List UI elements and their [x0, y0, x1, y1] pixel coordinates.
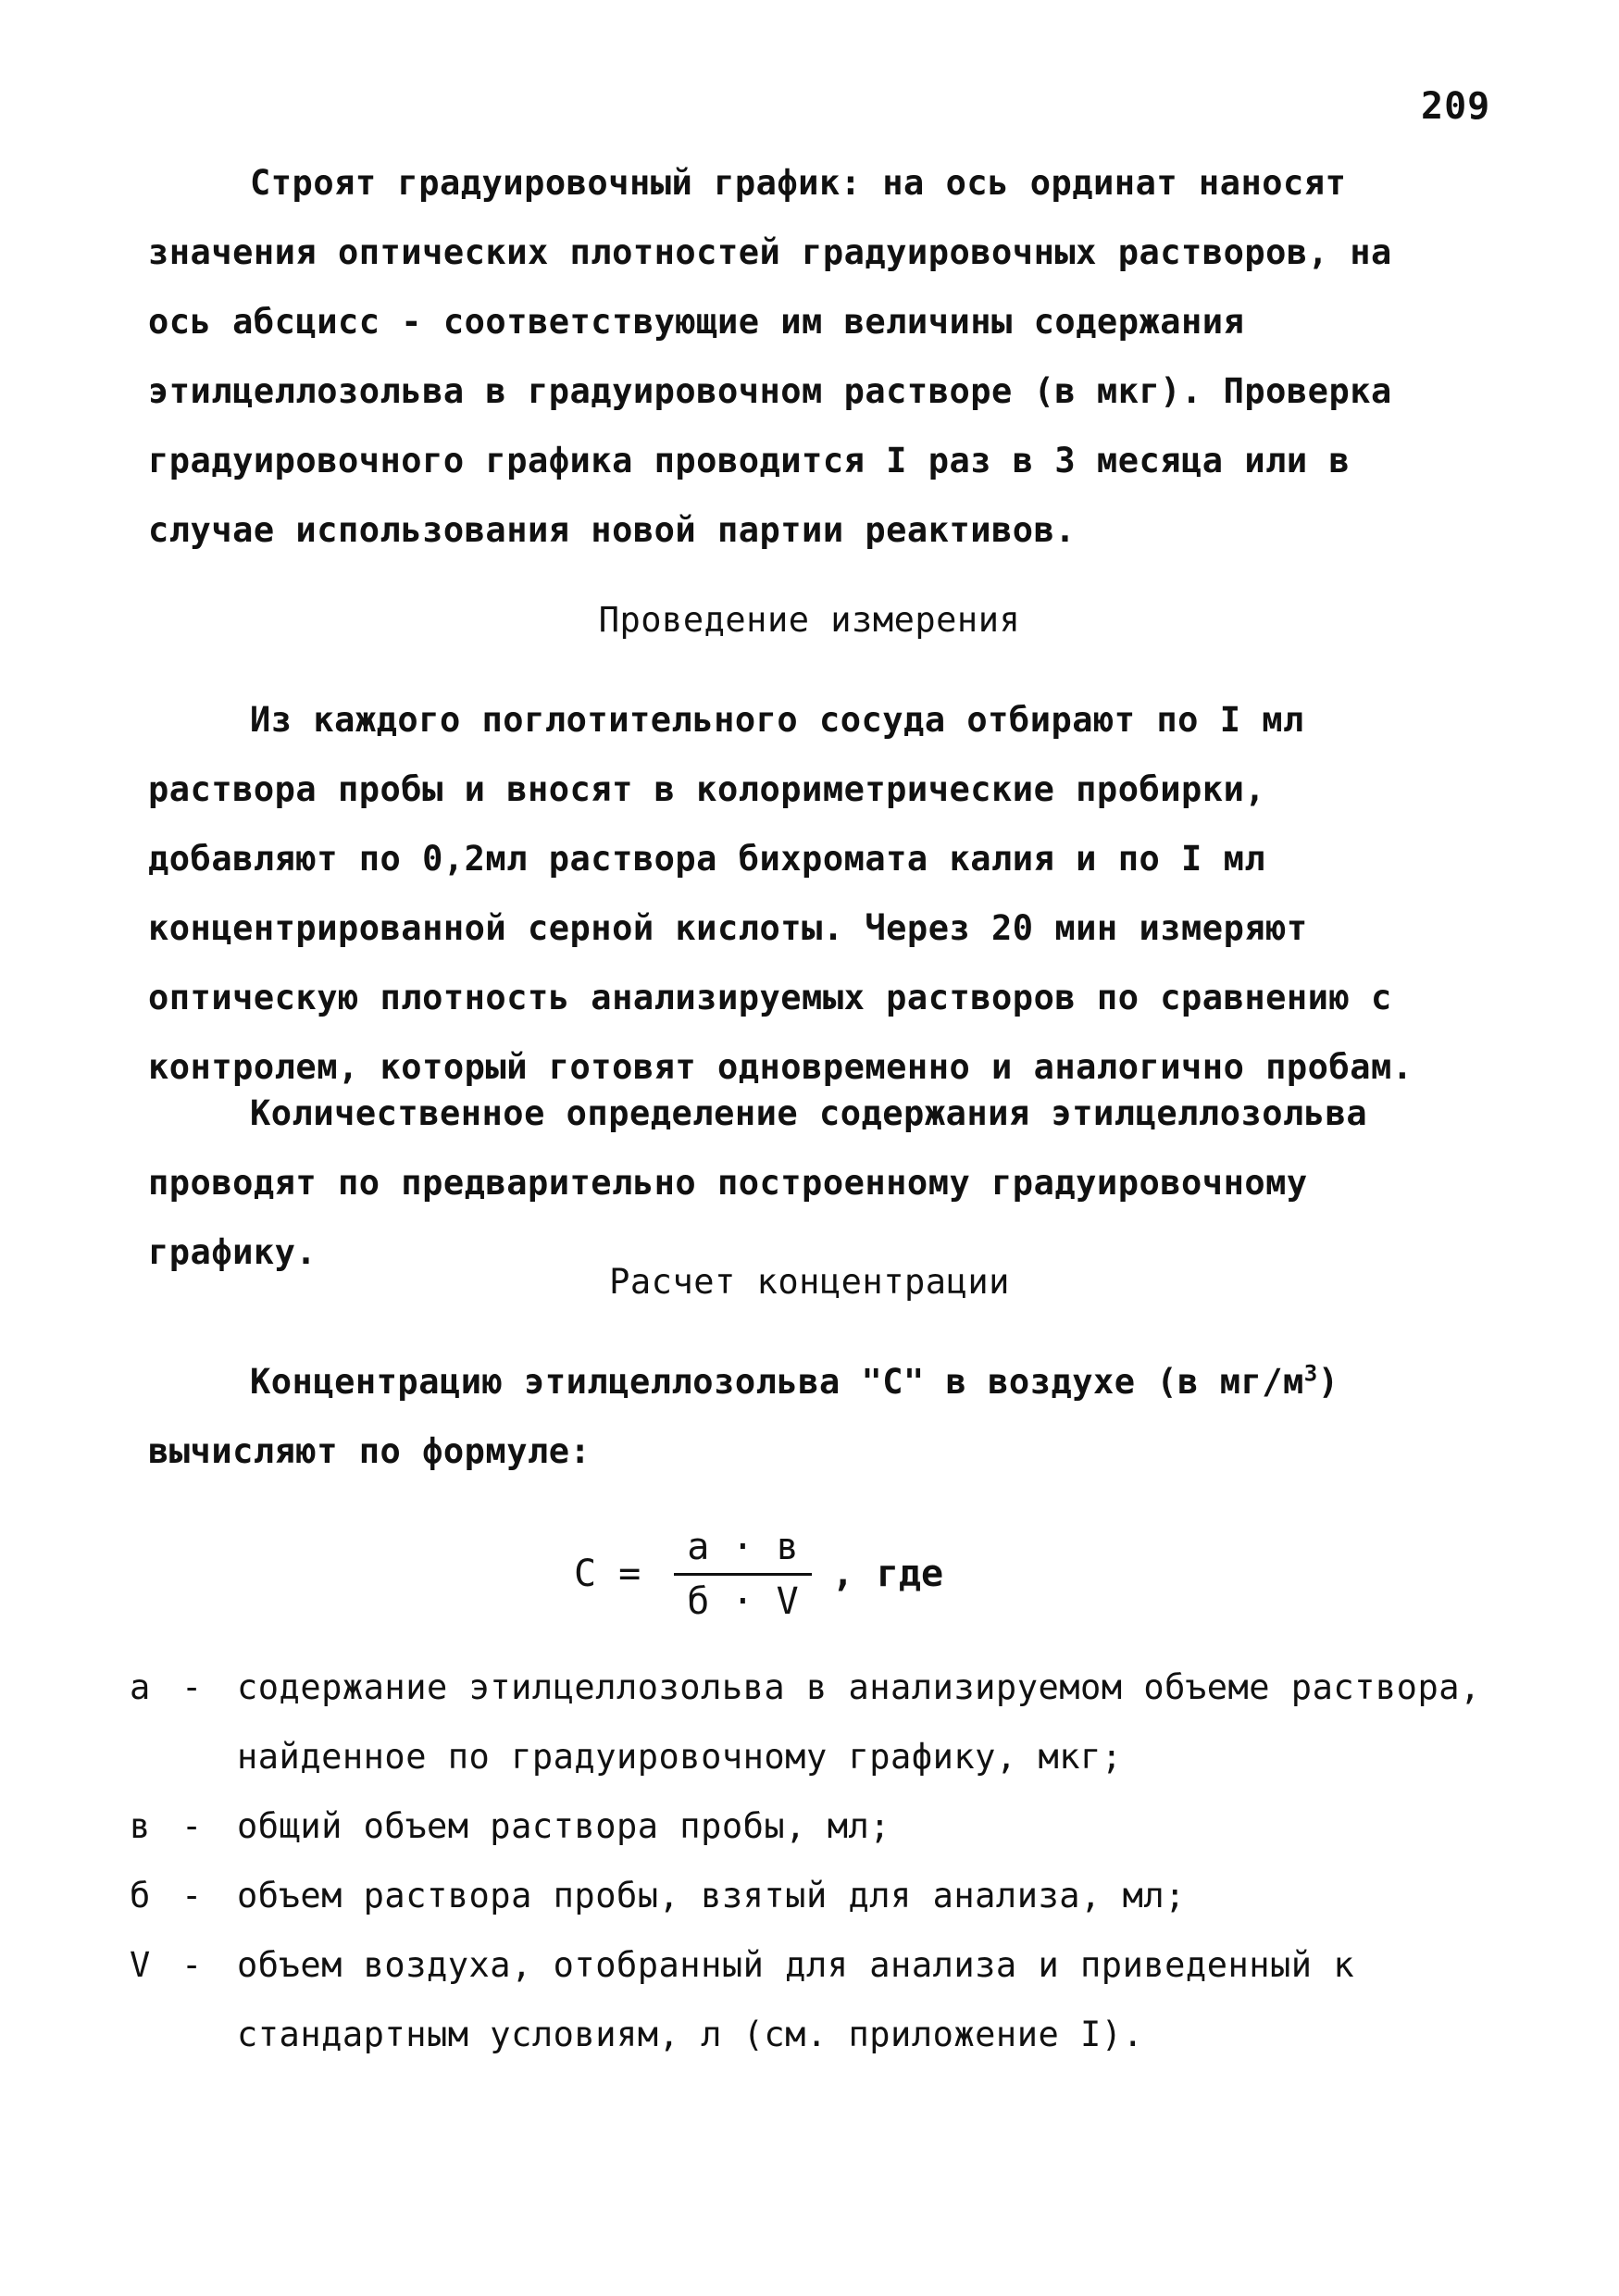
concentration-formula	[574, 1518, 943, 1629]
formula-fraction	[674, 1527, 811, 1622]
paragraph-concentration-intro	[148, 1347, 1472, 1486]
legend-dash: -	[181, 1806, 203, 1846]
legend-symbol: а	[130, 1667, 151, 1707]
legend-item-volume	[130, 1930, 1481, 2069]
legend-dash: -	[181, 1945, 203, 1985]
legend-description: объем воздуха, отобранный для анализа и приведенный к стандартным условиям, л (см. приложение I).	[237, 1945, 1355, 2054]
formula-denominator: б · V	[687, 1579, 799, 1623]
paragraph-quantitative-determination: Количественное определение содержания этилцеллозольва проводят по предварительно построенному градуировочному графику.	[148, 1093, 1368, 1272]
formula-lhs: С =	[574, 1553, 641, 1595]
cubic-exponent: 3	[1303, 1360, 1318, 1387]
formula-numerator: а · в	[674, 1527, 811, 1576]
concentration-intro-text: Концентрацию этилцеллозольва "С" в воздухе (в мг/м	[250, 1362, 1304, 1402]
page-number: 209	[1421, 85, 1491, 128]
heading-calculation: Расчет концентрации	[609, 1262, 1010, 1302]
legend-symbol: б	[130, 1876, 151, 1915]
concentration-intro-text-end: ) вычисляют по формуле:	[148, 1362, 1339, 1471]
legend-symbol: в	[130, 1806, 151, 1846]
legend-description: общий объем раствора пробы, мл;	[237, 1806, 891, 1846]
legend-item-a	[130, 1653, 1481, 1791]
heading-measurement: Проведение измерения	[598, 600, 1021, 640]
legend-item-v	[130, 1791, 1481, 1861]
legend-item-b	[130, 1861, 1481, 1930]
legend-dash: -	[181, 1876, 203, 1915]
legend-description: содержание этилцеллозольва в анализируемом объеме раствора, найденное по градуировочному графику, мкг;	[237, 1667, 1481, 1777]
formula-legend	[130, 1653, 1481, 2069]
legend-dash: -	[181, 1667, 203, 1707]
legend-description: объем раствора пробы, взятый для анализа, мл;	[237, 1876, 1186, 1915]
legend-symbol: V	[130, 1945, 151, 1985]
paragraph-calibration-graph: Строят градуировочный график: на ось ординат наносят значения оптических плотностей градуировочных растворов, на ось абсцисс - соответствующие им величины содержания этилцеллозольва в градуировочном растворе (в мкг). Проверка градуировочного графика проводится I раз в 3 месяца или в случае использования новой партии реактивов.	[148, 163, 1392, 550]
paragraph-measurement-procedure: Из каждого поглотительного сосуда отбирают по I мл раствора пробы и вносят в колориметрические пробирки, добавляют по 0,2мл раствора бихромата калия и по I мл концентрированной серной кислоты. Через 20 мин измеряют оптическую плотность анализируемых растворов по сравнению с контролем, который готовят одновременно и аналогично пробам.	[148, 700, 1414, 1087]
formula-where: , где	[831, 1553, 944, 1595]
